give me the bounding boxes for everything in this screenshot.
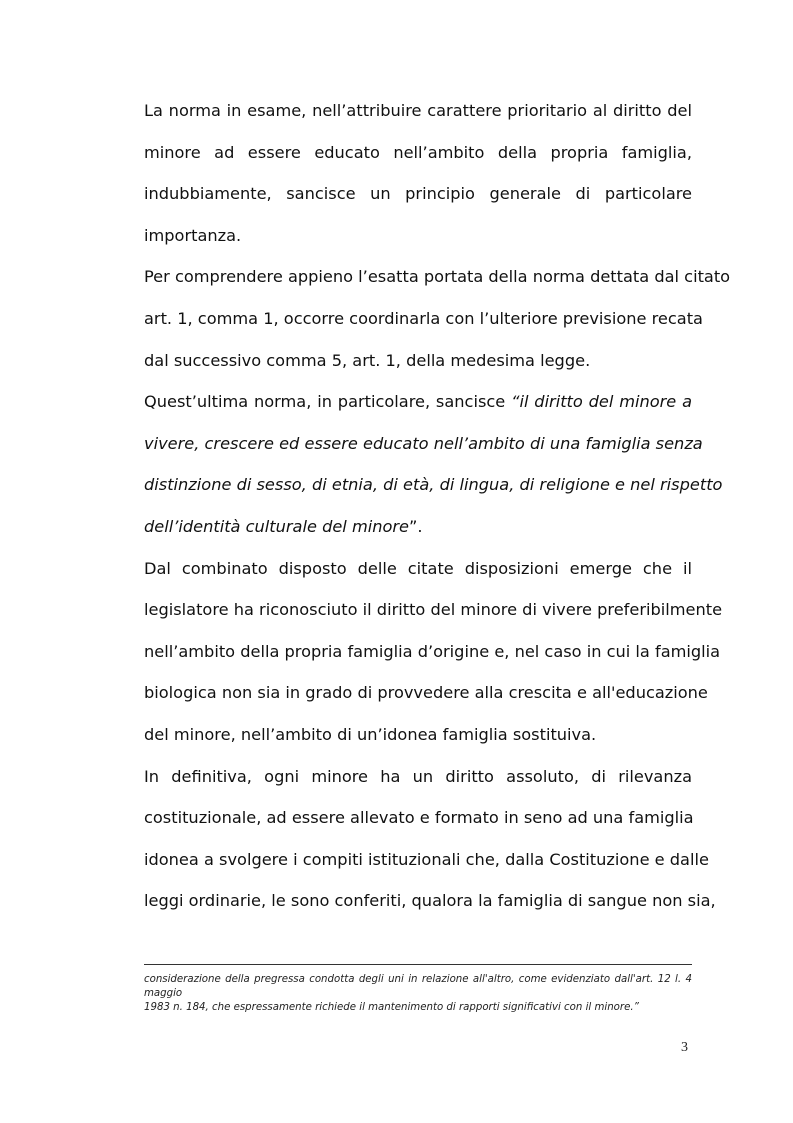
text-line: costituzionale, ad essere allevato e formato in seno ad una famiglia [144,808,694,828]
text-line: minore ad essere educato nell’ambito della propria famiglia, [144,142,692,162]
text-line: Per comprendere appieno l’esatta portata della norma dettata dal citato [144,267,731,287]
body-text [144,90,731,922]
text-line: Dal combinato disposto delle citate disposizioni emerge che il [144,558,692,578]
text-fragment: Quest’ultima norma, in particolare, sancisce [144,392,512,412]
text-line: biologica non sia in grado di provvedere alla crescita e all'educazione [144,683,708,703]
paragraph-1 [144,90,692,256]
footnote-line: 1983 n. 184, che espressamente richiede il mantenimento di rapporti significativi con il minore.” [144,1002,639,1013]
paragraph-5 [144,756,716,922]
text-line: indubbiamente, sancisce un principio generale di particolare [144,184,692,204]
text-line [144,381,692,423]
paragraph-2 [144,256,731,381]
text-line: nell’ambito della propria famiglia d’origine e, nel caso in cui la famiglia [144,641,721,661]
text-line: In definitiva, ogni minore ha un diritto assoluto, di rilevanza [144,766,692,786]
text-fragment: ”. [408,516,423,536]
footnote-separator [144,964,692,965]
text-line: del minore, nell’ambito di un’idonea famiglia sostituiva. [144,724,597,744]
text-line: dal successivo comma 5, art. 1, della medesima legge. [144,350,591,370]
text-line: idonea a svolgere i compiti istituzionali che, dalla Costituzione e dalle [144,849,709,869]
quote-line: distinzione di sesso, di etnia, di età, di lingua, di religione e nel rispetto [144,475,723,495]
footnote [144,973,692,1015]
text-line: legislatore ha riconosciuto il diritto del minore di vivere preferibilmente [144,600,723,620]
page-number: 3 [681,1040,688,1055]
paragraph-4 [144,548,723,756]
quote-fragment: “il diritto del minore a [511,392,692,412]
text-line: La norma in esame, nell’attribuire carattere prioritario al diritto del [144,101,692,120]
text-line: leggi ordinarie, le sono conferiti, qualora la famiglia di sangue non sia, [144,891,716,911]
paragraph-3 [144,381,723,547]
text-line: importanza. [144,225,242,245]
quote-fragment: dell’identità culturale del minore [144,516,409,536]
quote-line: vivere, crescere ed essere educato nell’ambito di una famiglia senza [144,433,703,453]
footnote-line: considerazione della pregressa condotta degli uni in relazione all'altro, come evidenziato dall'art. 12 l. 4 maggio [144,974,692,999]
text-line: art. 1, comma 1, occorre coordinarla con l’ulteriore previsione recata [144,308,703,328]
text-line [144,506,692,548]
